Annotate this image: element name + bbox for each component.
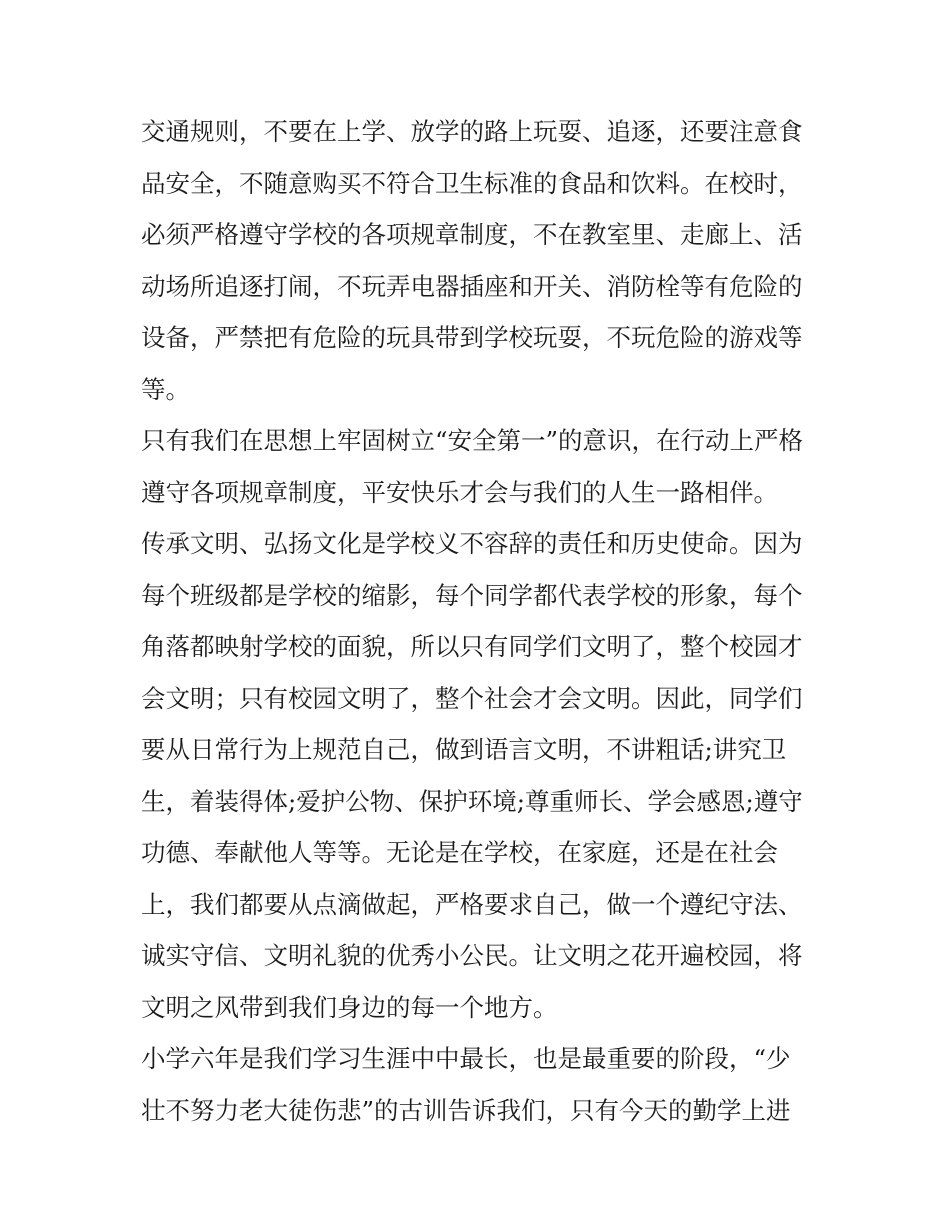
text-line: 角落都映射学校的面貌，所以只有同学们文明了，整个校园才: [141, 632, 803, 661]
body-text: [141, 112, 813, 1142]
text-line: 交通规则，不要在上学、放学的路上玩耍、追逐，还要注意食: [141, 117, 803, 146]
text-line: 要从日常行为上规范自己，做到语言文明，不讲粗话;讲究卫: [141, 735, 787, 764]
text-line: 诚实守信、文明礼貌的优秀小公民。让文明之花开遍校园，将: [141, 941, 803, 970]
text-line: 上，我们都要从点滴做起，严格要求自己，做一个遵纪守法、: [141, 889, 803, 919]
text-line: 遵守各项规章制度，平安快乐才会与我们的人生一路相伴。: [141, 477, 778, 507]
text-line: 生，着装得体;爱护公物、保护环境;尊重师长、学会感恩;遵守: [141, 786, 803, 816]
text-line: 品安全，不随意购买不符合卫生标准的食品和饮料。在校时，: [141, 168, 803, 198]
text-line: 壮不努力老大徒伤悲”的古训告诉我们，只有今天的勤学上进: [141, 1095, 791, 1125]
text-line: 文明之风带到我们身边的每一个地方。: [141, 992, 558, 1022]
text-line: 小学六年是我们学习生涯中中最长，也是最重要的阶段，“少: [141, 1044, 791, 1073]
text-line: 功德、奉献他人等等。无论是在学校，在家庭，还是在社会: [141, 838, 778, 867]
text-line: 传承文明、弘扬文化是学校义不容辞的责任和历史使命。因为: [141, 529, 803, 558]
text-line: 会文明；只有校园文明了，整个社会才会文明。因此，同学们: [141, 683, 803, 713]
text-line: 动场所追逐打闹，不玩弄电器插座和开关、消防栓等有危险的: [141, 271, 803, 301]
text-line: 设备，严禁把有危险的玩具带到学校玩耍，不玩危险的游戏等: [141, 323, 803, 352]
text-line: 每个班级都是学校的缩影，每个同学都代表学校的形象，每个: [141, 580, 803, 610]
text-line: 必须严格遵守学校的各项规章制度，不在教室里、走廊上、活: [141, 220, 803, 249]
text-line: 等。: [141, 374, 190, 404]
text-line: 只有我们在思想上牢固树立“安全第一”的意识，在行动上严格: [141, 426, 804, 455]
